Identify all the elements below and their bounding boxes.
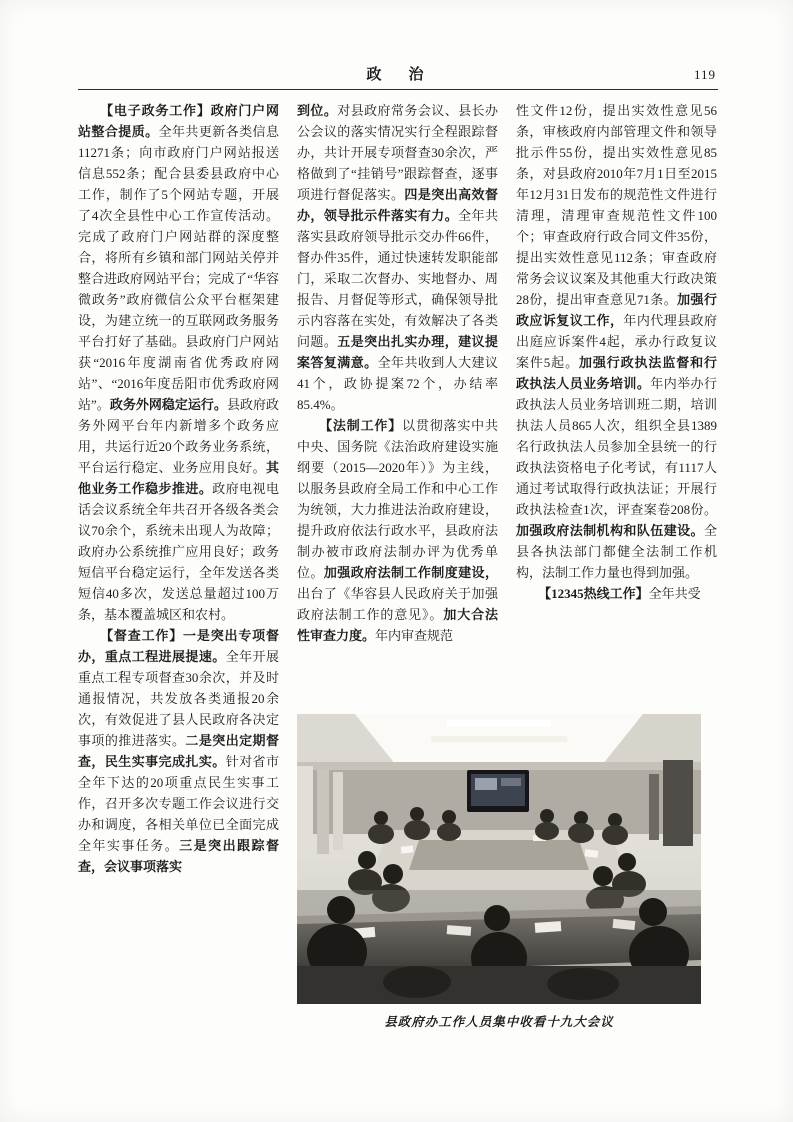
paragraph xyxy=(78,100,279,625)
body-text: 性文件12份，提出实效性意见56条，审核政府内部管理文件和领导批示件55份，提出实效性意见85条，对县政府2010年7月1日至2015年12月31日发布的规范性文件进行清理，清理审查规范性文件100个；审查政府行政合同文件35份，提出实效性意见112条；审查政府常务会议议案及其他重大行政决策28份，提出审查意见71条。 xyxy=(516,103,717,307)
photo-figure xyxy=(297,714,701,1004)
body-text: 出台了《华容县人民政府关于加强政府法制工作的意见》。 xyxy=(297,586,498,622)
body-text: 全年共收到人大建议41个，政协提案72个，办结率85.4%。 xyxy=(297,355,498,412)
body-text: 对县政府常务会议、县长办公会议的落实情况实行全程跟踪督办，共计开展专项督查30余次，严格做到了“挂销号”跟踪督查，逐事项进行督促落实。 xyxy=(297,103,498,202)
bold-lead-text: 五是突出扎实办理，建议提案答复满意。 xyxy=(297,334,498,370)
article-body xyxy=(78,100,718,1046)
body-text: 县政府政务外网平台年内新增多个政务应用，共运行近20个政务业务系统，平台运行稳定、业务应用良好。 xyxy=(78,397,279,475)
body-text: 针对省市全年下达的20项重点民生实事工作，召开多次专题工作会议进行交办和调度，各相关单位已全面完成全年实事任务。 xyxy=(78,754,279,853)
body-text: 全县各执法部门都健全法制工作机构，法制工作力量也得到加强。 xyxy=(516,523,717,580)
body-text: 全年开展重点工程专项督查30余次，并及时通报情况，共发放各类通报20余次，有效促进了县人民政府各决定事项的推进落实。 xyxy=(78,649,279,748)
body-text: 全年共受 xyxy=(648,586,701,601)
body-text: 以贯彻落实中共中央、国务院《法治政府建设实施纲要（2015—2020年）》为主线，以服务县政府全局工作和中心工作为统领，大力推进法治政府建设，提升政府依法行政水平，县政府法制办被市政府法制办评为优秀单位。 xyxy=(297,418,498,580)
body-text: 年内审查规范 xyxy=(375,628,454,643)
bold-lead-text: 二是突出定期督查，民生实事完成扎实。 xyxy=(78,733,279,769)
paragraph xyxy=(297,100,498,415)
paragraph xyxy=(516,100,717,583)
paragraph xyxy=(516,583,717,604)
bold-lead-text: 政务外网稳定运行。 xyxy=(109,397,227,412)
bold-lead-text: 【12345热线工作】 xyxy=(538,586,649,601)
paragraph xyxy=(297,415,498,646)
page-number: 119 xyxy=(693,67,716,82)
text-column-1 xyxy=(78,100,279,1046)
photo-caption: 县政府办工作人员集中收看十九大会议 xyxy=(297,1012,701,1033)
bold-lead-text: 加强行政执法监督和行政执法人员业务培训。 xyxy=(516,355,717,391)
bold-lead-text: 到位。 xyxy=(297,103,338,118)
bold-lead-text: 加强政府法制工作制度建设， xyxy=(323,565,498,580)
body-text: 政府电视电话会议系统全年共召开各级各类会议70余个，系统未出现人为故障；政府办公系统推广应用良好；政务短信平台稳定运行，全年发送各类短信40多次，发送总量超过100万条，基本覆盖城区和农村。 xyxy=(78,481,279,622)
meeting-room-photo xyxy=(297,714,701,1004)
bold-lead-text: 【法制工作】 xyxy=(319,418,403,433)
section-title: 政 治 xyxy=(366,67,430,83)
body-text: 年内代理县政府出庭应诉案件4起，承办行政复议案件5起。 xyxy=(516,313,717,370)
body-text: 年内举办行政执法人员业务培训班二期，培训执法人员865人次，组织全县1389名行政执法人员参加全县统一的行政执法资格电子化考试，有1117人通过考试取得行政执法证；开展行政执法检查1次，评查案卷208份。 xyxy=(516,376,717,517)
bold-lead-text: 政府门户网站整合提质。 xyxy=(78,103,279,139)
page-header xyxy=(78,60,718,90)
bold-lead-text: 一是突出专项督办，重点工程进展提速。 xyxy=(78,628,279,664)
bold-lead-text: 加大合法性审查力度。 xyxy=(297,607,498,643)
bold-lead-text: 【电子政务工作】 xyxy=(100,103,211,118)
body-text: 全年共更新各类信息11271条；向市政府门户网站报送信息552条；配合县委县政府中心工作，制作了5个网站专题，开展了4次全县性中心工作宣传活动。完成了政府门户网站群的深度整合，将所有乡镇和部门网站关停并整合进政府网站平台；完成了“华容微政务”政府微信公众平台框架建设，为建立统一的互联网政务服务平台打好了基础。县政府门户网站获“2016年度湖南省优秀政府网站”、“2016年度岳阳市优秀政府网站”。 xyxy=(78,124,279,412)
bold-lead-text: 四是突出高效督办，领导批示件落实有力。 xyxy=(297,187,498,223)
bold-lead-text: 【督查工作】 xyxy=(100,628,184,643)
body-text: 全年共落实县政府领导批示交办件66件，督办件35件，通过快速转发职能部门，采取二次督办、实地督办、周报告、月督促等形式，确保领导批示内容落在实处，有效解决了各类问题。 xyxy=(297,208,498,349)
bold-lead-text: 其他业务工作稳步推进。 xyxy=(78,460,279,496)
bold-lead-text: 三是突出跟踪督查，会议事项落实 xyxy=(78,838,279,874)
bold-lead-text: 加强行政应诉复议工作， xyxy=(516,292,717,328)
bold-lead-text: 加强政府法制机构和队伍建设。 xyxy=(516,523,704,538)
paragraph xyxy=(78,625,279,877)
